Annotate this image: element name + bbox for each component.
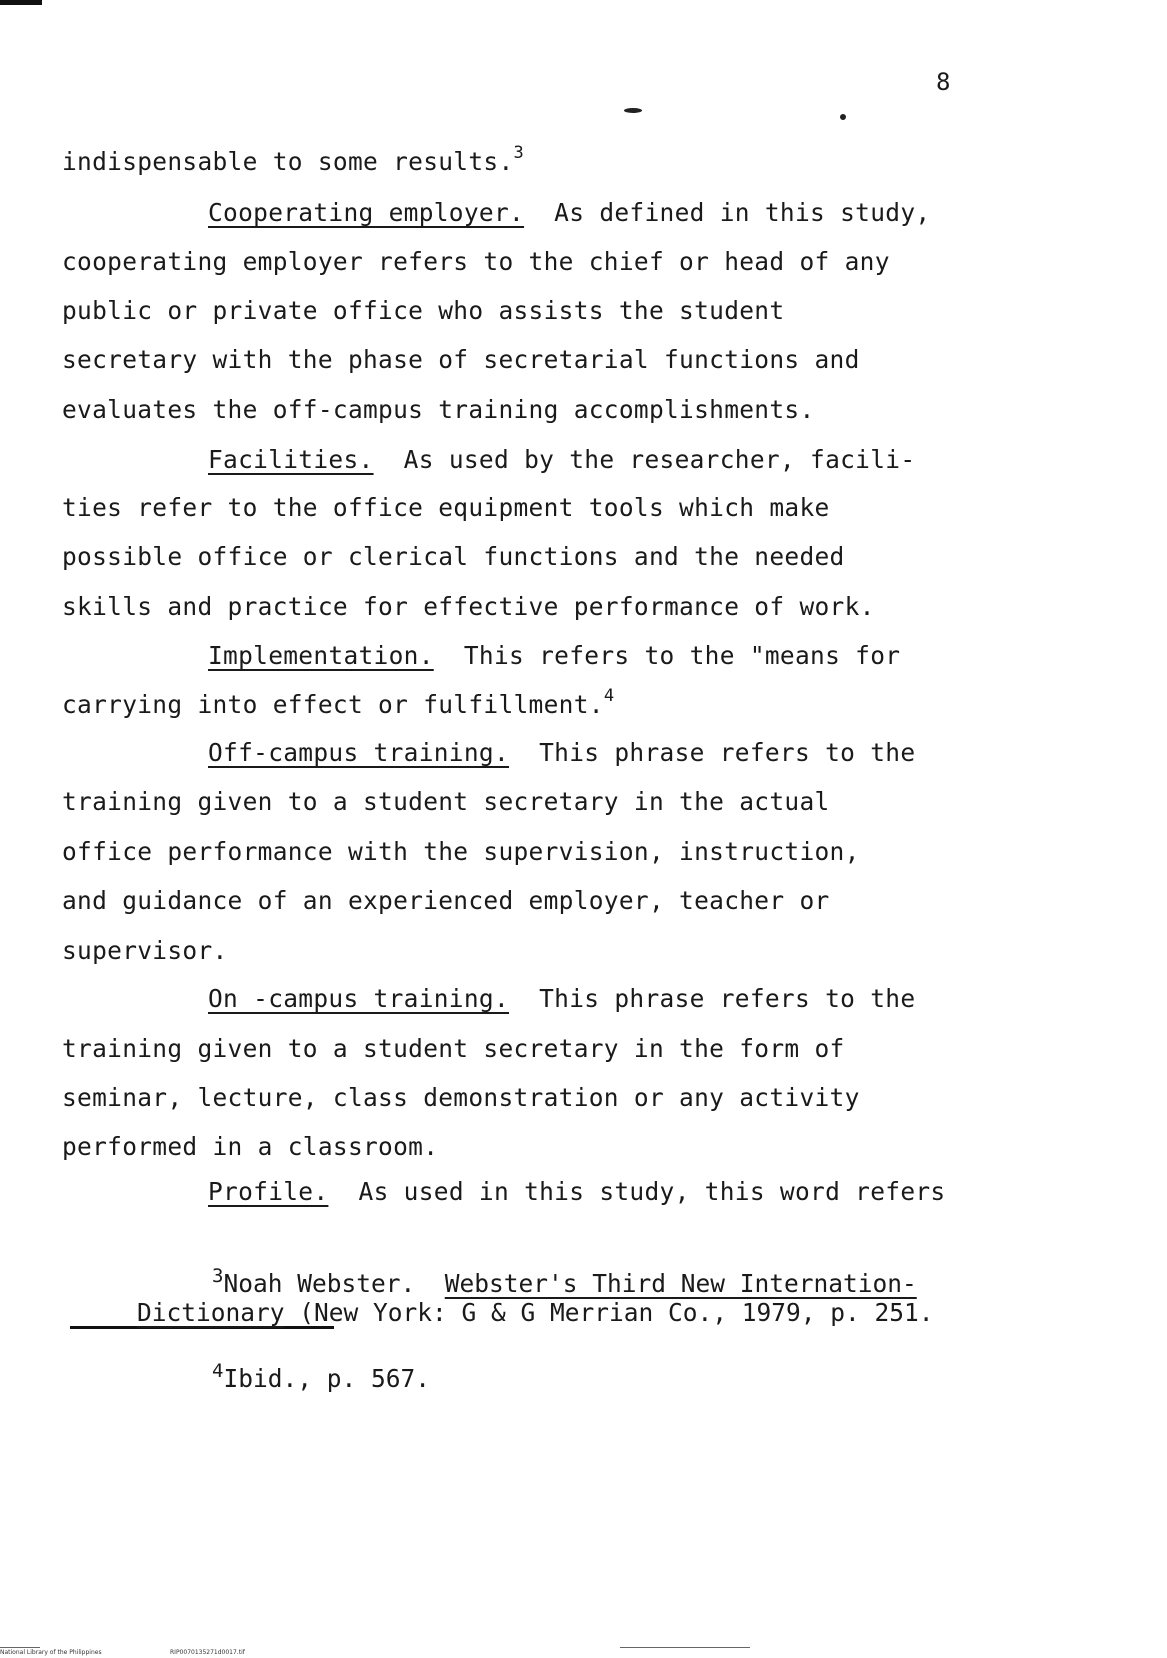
text-line: ties refer to the office equipment tools which make bbox=[62, 493, 830, 522]
text-line: carrying into effect or fulfillment.$^4$ bbox=[62, 686, 615, 719]
text-line: supervisor. bbox=[62, 936, 228, 965]
footnote-3-continued: Dictionary (New York: G & G Merrian Co., 1979, p. 251. bbox=[137, 1298, 934, 1327]
text-line: seminar, lecture, class demonstration or any activity bbox=[62, 1083, 860, 1112]
text-line: and guidance of an experienced employer, teacher or bbox=[62, 886, 830, 915]
term-heading: Implementation. bbox=[208, 641, 434, 670]
footnote-ref: 3 bbox=[513, 143, 525, 163]
scan-speck bbox=[840, 114, 846, 120]
term-heading: Facilities. bbox=[208, 445, 374, 474]
term-heading: Profile. bbox=[208, 1177, 329, 1206]
text-line: performed in a classroom. bbox=[62, 1132, 439, 1161]
scan-corner-mark bbox=[0, 0, 42, 5]
footnote-3: $^3$Noah Webster. Webster's Third New Internation- bbox=[212, 1265, 917, 1298]
scan-footer-filename: RIP0070135271d0017.tif bbox=[170, 1649, 245, 1656]
text-line: secretary with the phase of secretarial functions and bbox=[62, 345, 860, 374]
text-line: possible office or clerical functions and the needed bbox=[62, 542, 845, 571]
text-line: On -campus training. This phrase refers to the bbox=[208, 984, 916, 1013]
scan-speck bbox=[624, 108, 642, 113]
term-heading: Cooperating employer. bbox=[208, 198, 525, 227]
text-line: training given to a student secretary in the form of bbox=[62, 1034, 845, 1063]
text-line: public or private office who assists the student bbox=[62, 296, 785, 325]
text-line: Off-campus training. This phrase refers to the bbox=[208, 738, 916, 767]
text-line: evaluates the off-campus training accomplishments. bbox=[62, 395, 815, 424]
text-line: Facilities. As used by the researcher, facili- bbox=[208, 445, 916, 474]
term-heading: On -campus training. bbox=[208, 984, 510, 1013]
term-heading: Off-campus training. bbox=[208, 738, 510, 767]
text-line: indispensable to some results.$^3$ bbox=[62, 143, 525, 176]
text-line: Implementation. This refers to the "means for bbox=[208, 641, 901, 670]
text-line: training given to a student secretary in the actual bbox=[62, 787, 830, 816]
footer-rule bbox=[620, 1647, 750, 1648]
text-line: skills and practice for effective performance of work. bbox=[62, 592, 875, 621]
scan-footer-library: National Library of the Philippines bbox=[0, 1649, 102, 1656]
text-line: office performance with the supervision, instruction, bbox=[62, 837, 860, 866]
text-line: cooperating employer refers to the chief or head of any bbox=[62, 247, 890, 276]
text-line: Cooperating employer. As defined in this study, bbox=[208, 198, 931, 227]
footnote-ref: 4 bbox=[603, 686, 615, 706]
text-line: Profile. As used in this study, this word refers bbox=[208, 1177, 946, 1206]
footer-rule bbox=[0, 1647, 40, 1648]
page-number: 8 bbox=[936, 68, 951, 96]
footnote-4: $^4$Ibid., p. 567. bbox=[212, 1360, 430, 1393]
